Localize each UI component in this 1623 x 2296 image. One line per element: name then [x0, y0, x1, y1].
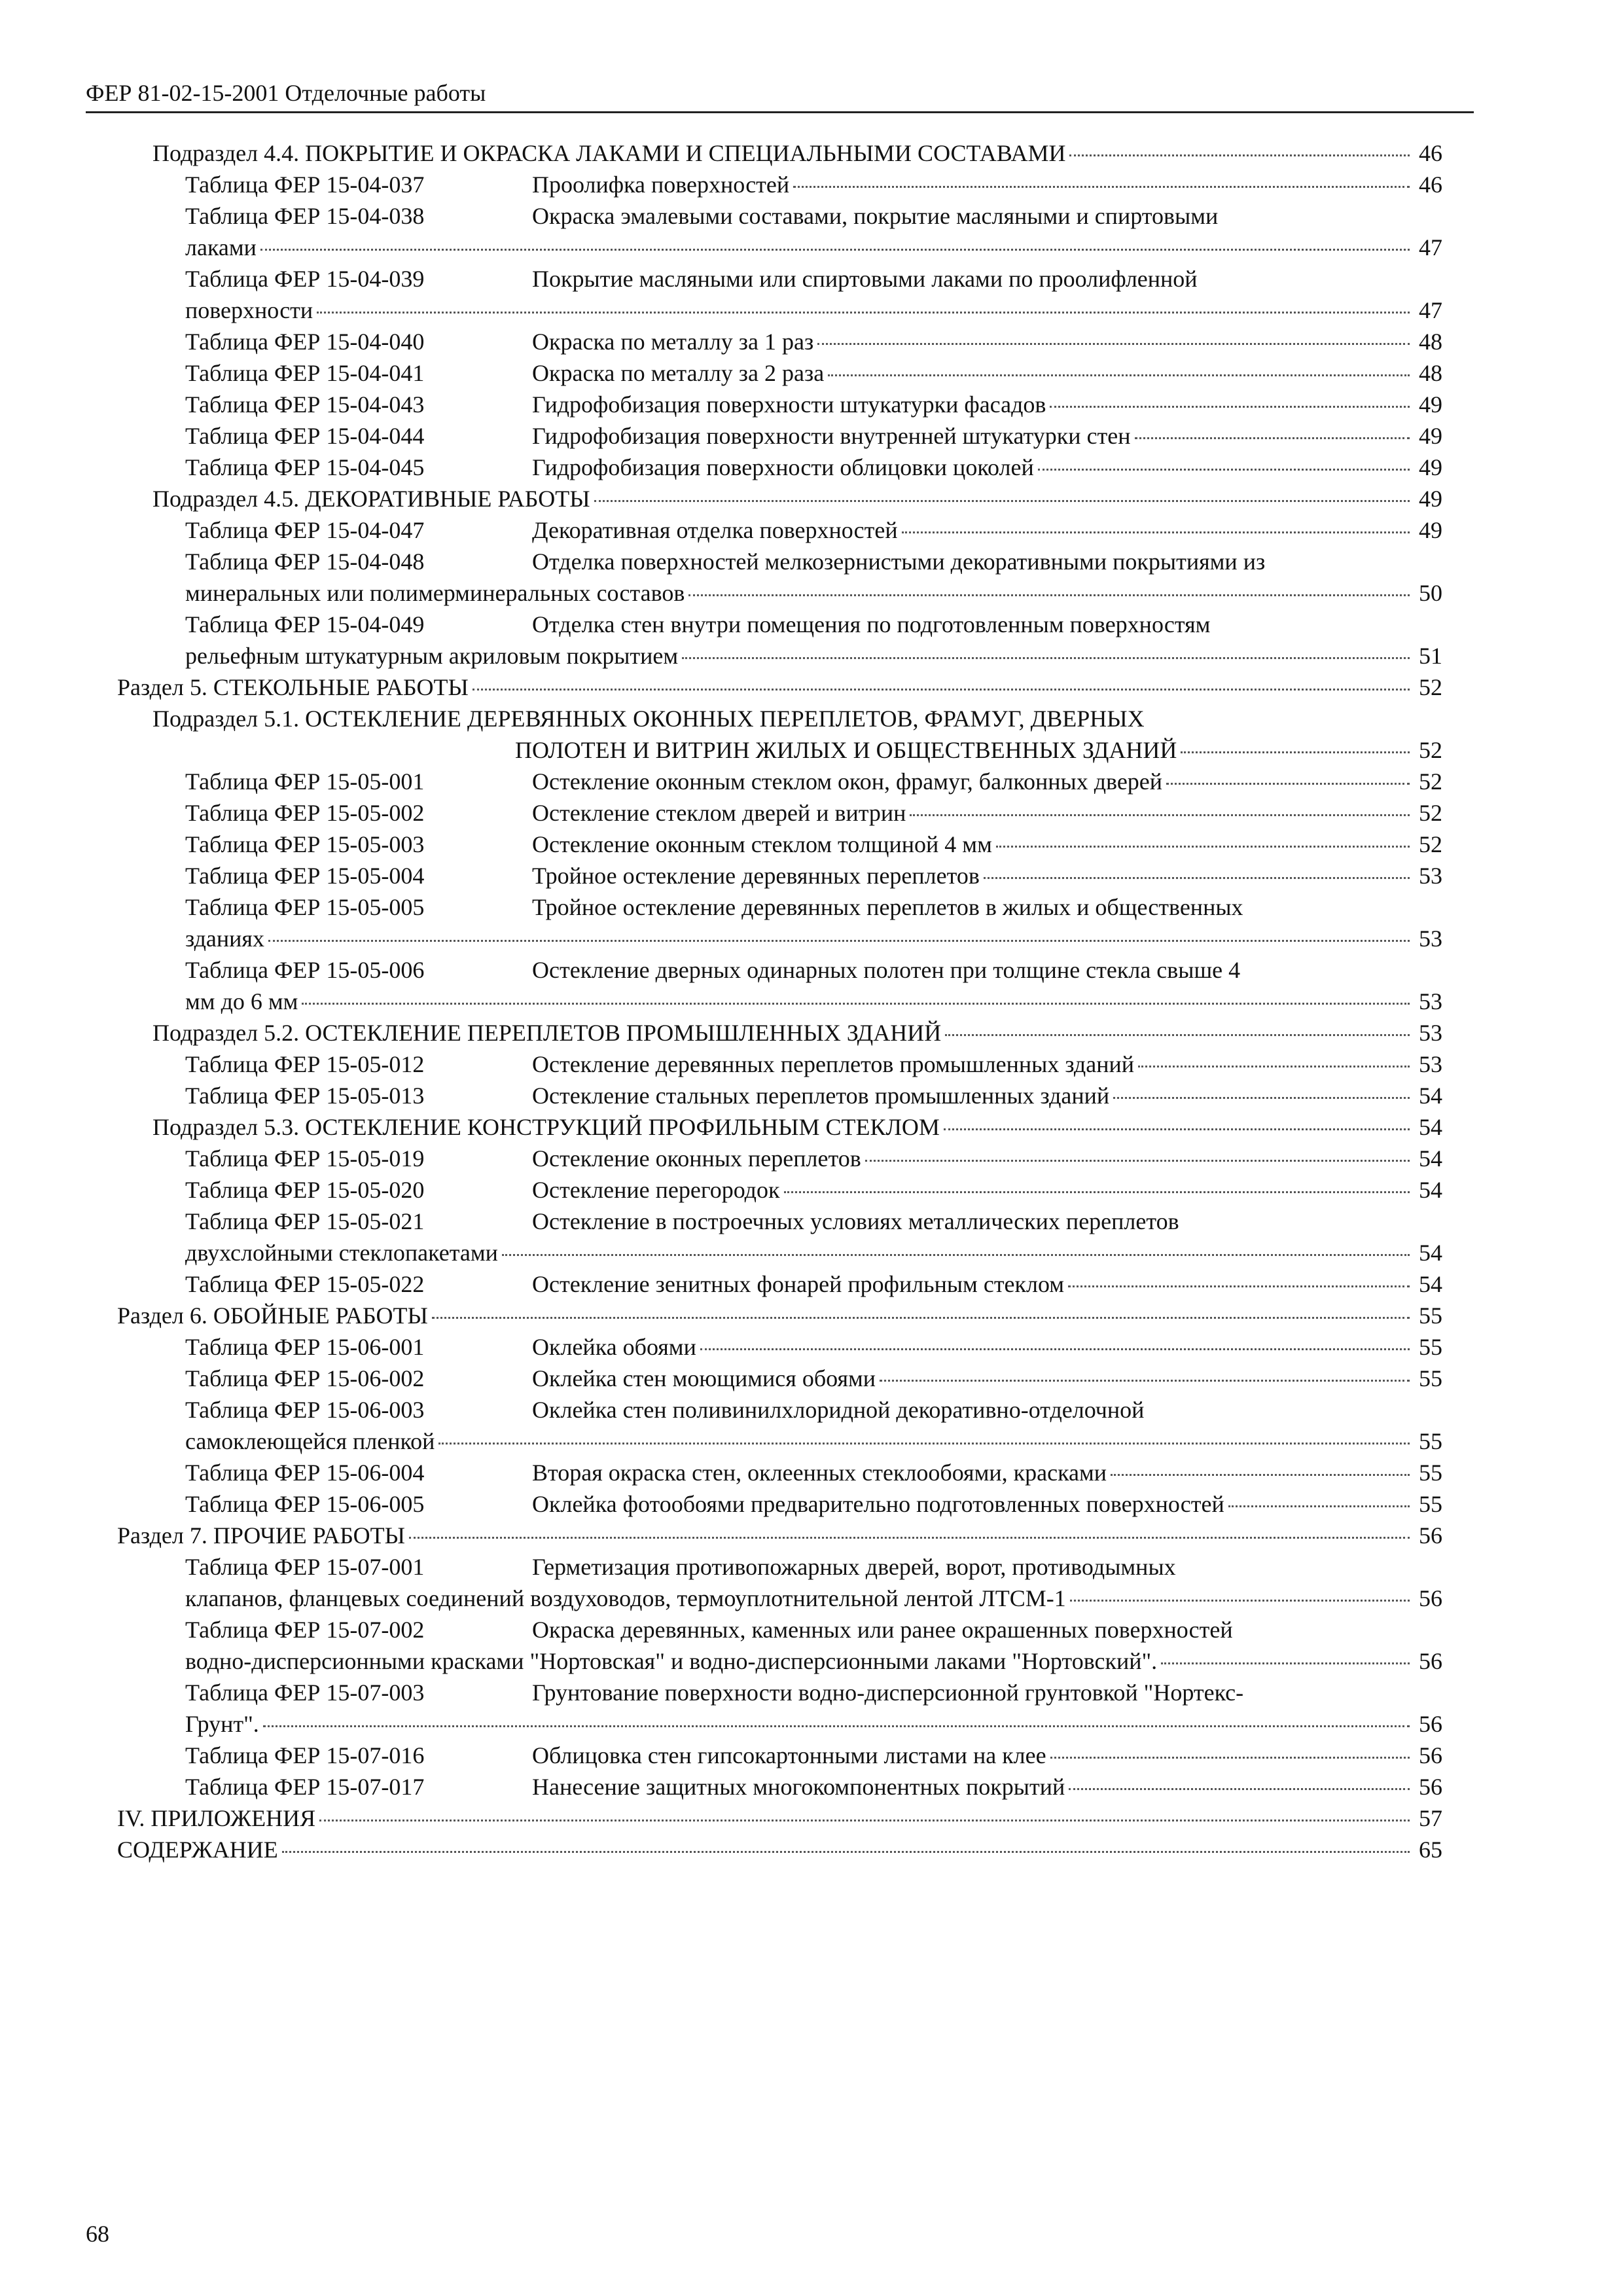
toc-entry[interactable] [117, 1174, 1442, 1206]
dot-leader [502, 1254, 1410, 1256]
page-ref: 53 [1419, 925, 1442, 952]
page-ref: 51 [1419, 643, 1442, 669]
toc-entry[interactable] [117, 326, 1442, 357]
page-ref: 49 [1419, 454, 1442, 480]
page-ref: 54 [1419, 1271, 1442, 1297]
dot-leader [1228, 1505, 1410, 1507]
table-code: Таблица ФЕР 15-07-017 [185, 1774, 425, 1800]
dot-leader [438, 1443, 1410, 1444]
toc-entry[interactable] [117, 1457, 1442, 1488]
table-code: Таблица ФЕР 15-06-003 [185, 1397, 425, 1423]
page-ref: 50 [1419, 580, 1442, 606]
page-ref: 52 [1419, 800, 1442, 826]
toc-entry[interactable] [117, 1803, 1442, 1834]
page-ref: 47 [1419, 234, 1442, 260]
entry-title: Остекление оконным стеклом окон, фрамуг, балконных дверей [532, 768, 1163, 795]
entry-title-continued: рельефным штукатурным акриловым покрытием [185, 643, 679, 669]
toc-entry[interactable] [117, 452, 1442, 483]
table-code: Таблица ФЕР 15-07-002 [185, 1617, 425, 1643]
table-code: Таблица ФЕР 15-04-041 [185, 360, 425, 386]
toc-entry[interactable] [117, 1143, 1442, 1174]
toc-entry[interactable] [117, 200, 1442, 263]
dot-leader [319, 1820, 1410, 1821]
toc-entry[interactable] [117, 1049, 1442, 1080]
page-number: 68 [86, 2221, 109, 2247]
entry-title: Гидрофобизация поверхности внутренней штукатурки стен [532, 423, 1131, 449]
toc-entry[interactable] [117, 766, 1442, 797]
page-ref: 55 [1419, 1302, 1442, 1329]
table-code: Таблица ФЕР 15-06-005 [185, 1491, 425, 1517]
table-code: Таблица ФЕР 15-04-037 [185, 171, 425, 198]
page-ref: 49 [1419, 391, 1442, 418]
dot-leader [828, 374, 1410, 376]
table-code: Таблица ФЕР 15-05-004 [185, 863, 425, 889]
page-ref: 56 [1419, 1711, 1442, 1737]
entry-title: Остекление оконных переплетов [532, 1145, 861, 1172]
page-ref: 56 [1419, 1585, 1442, 1611]
dot-leader [260, 249, 1410, 251]
entry-title-continued: самоклеющейся пленкой [185, 1428, 435, 1454]
dot-leader [1050, 406, 1410, 408]
entry-title: Окраска деревянных, каменных или ранее окрашенных поверхностей [532, 1617, 1233, 1643]
dot-leader [1166, 783, 1410, 785]
toc-entry[interactable] [117, 860, 1442, 891]
page-ref: 55 [1419, 1365, 1442, 1391]
page-ref: 54 [1419, 1240, 1442, 1266]
toc-entry[interactable] [117, 1771, 1442, 1803]
entry-title-continued: зданиях [185, 925, 264, 952]
page-ref: 54 [1419, 1145, 1442, 1172]
dot-leader [865, 1160, 1410, 1162]
entry-title: Тройное остекление деревянных переплетов [532, 863, 980, 889]
toc-entry[interactable] [117, 1551, 1442, 1614]
page-ref: 52 [1419, 831, 1442, 857]
toc-entry[interactable] [117, 1111, 1442, 1143]
toc-entry[interactable] [117, 829, 1442, 860]
table-code: Таблица ФЕР 15-04-043 [185, 391, 425, 418]
page-ref: 53 [1419, 1020, 1442, 1046]
toc-entry[interactable] [117, 609, 1442, 672]
entry-title: Вторая окраска стен, оклеенных стеклообоями, красками [532, 1460, 1107, 1486]
table-code: Таблица ФЕР 15-05-013 [185, 1083, 425, 1109]
table-code: Таблица ФЕР 15-05-019 [185, 1145, 425, 1172]
section-title: Раздел 7. ПРОЧИЕ РАБОТЫ [117, 1522, 405, 1549]
page-ref: 56 [1419, 1648, 1442, 1674]
dot-leader [880, 1380, 1410, 1382]
dot-leader [910, 814, 1410, 816]
entry-title-continued: лаками [185, 234, 257, 260]
page-ref: 52 [1419, 674, 1442, 700]
entry-title: Остекление дверных одинарных полотен при толщине стекла свыше 4 [532, 957, 1241, 983]
entry-title: Проолифка поверхностей [532, 171, 790, 198]
toc-entry[interactable] [117, 891, 1442, 954]
entry-title: Нанесение защитных многокомпонентных покрытий [532, 1774, 1065, 1800]
dot-leader [793, 186, 1410, 188]
toc-entry[interactable] [117, 389, 1442, 420]
dot-leader [302, 1003, 1410, 1005]
entry-title-continued: мм до 6 мм [185, 988, 298, 1014]
subsection-title: Подраздел 4.5. ДЕКОРАТИВНЫЕ РАБОТЫ [152, 486, 590, 512]
entry-title: Герметизация противопожарных дверей, ворот, противодымных [532, 1554, 1176, 1580]
dot-leader [817, 343, 1410, 345]
dot-leader [1069, 154, 1410, 156]
toc-entry[interactable] [117, 357, 1442, 389]
entry-title: Остекление деревянных переплетов промышленных зданий [532, 1051, 1134, 1077]
entry-title: Окраска по металлу за 1 раз [532, 329, 814, 355]
page-ref: 57 [1419, 1805, 1442, 1831]
page-ref: 48 [1419, 360, 1442, 386]
page-ref: 49 [1419, 423, 1442, 449]
dot-leader [984, 877, 1410, 879]
table-code: Таблица ФЕР 15-05-005 [185, 894, 425, 920]
page-ref: 53 [1419, 1051, 1442, 1077]
dot-leader [409, 1537, 1410, 1539]
dot-leader [996, 846, 1410, 848]
toc-entry[interactable] [117, 954, 1442, 1017]
entry-title: Окраска эмалевыми составами, покрытие масляными и спиртовыми [532, 203, 1219, 229]
entry-title-continued: двухслойными стеклопакетами [185, 1240, 498, 1266]
toc-entry[interactable] [117, 1080, 1442, 1111]
dot-leader [1138, 1066, 1410, 1067]
entry-title: Остекление стеклом дверей и витрин [532, 800, 906, 826]
section-title: IV. ПРИЛОЖЕНИЯ [117, 1805, 316, 1831]
toc-entry[interactable] [117, 703, 1442, 766]
dot-leader [1111, 1474, 1410, 1476]
entry-title: Покрытие масляными или спиртовыми лаками по проолифленной [532, 266, 1198, 292]
table-code: Таблица ФЕР 15-04-045 [185, 454, 425, 480]
document-title: ФЕР 81-02-15-2001 Отделочные работы [86, 80, 486, 106]
dot-leader [432, 1317, 1410, 1319]
entry-title: Гидрофобизация поверхности облицовки цоколей [532, 454, 1034, 480]
page-header [86, 77, 1474, 113]
table-code: Таблица ФЕР 15-05-022 [185, 1271, 425, 1297]
dot-leader [1038, 469, 1410, 471]
page-ref: 46 [1419, 171, 1442, 198]
toc-entry[interactable] [117, 1614, 1442, 1677]
toc-entry[interactable] [117, 137, 1442, 169]
page-ref: 54 [1419, 1083, 1442, 1109]
page-ref: 55 [1419, 1491, 1442, 1517]
dot-leader [282, 1851, 1410, 1853]
toc-entry[interactable] [117, 546, 1442, 609]
table-code: Таблица ФЕР 15-07-003 [185, 1679, 425, 1706]
page-ref: 53 [1419, 863, 1442, 889]
dot-leader [1161, 1662, 1410, 1664]
toc-entry[interactable] [117, 1331, 1442, 1363]
entry-title: Окраска по металлу за 2 раза [532, 360, 825, 386]
entry-title: Облицовка стен гипсокартонными листами на клее [532, 1742, 1046, 1768]
dot-leader [1135, 437, 1410, 439]
toc-entry[interactable] [117, 672, 1442, 703]
toc-entry[interactable] [117, 1520, 1442, 1551]
page-ref: 55 [1419, 1334, 1442, 1360]
subsection-title-continued: ПОЛОТЕН И ВИТРИН ЖИЛЫХ И ОБЩЕСТВЕННЫХ ЗДАНИЙ [515, 737, 1177, 763]
table-code: Таблица ФЕР 15-05-001 [185, 768, 425, 795]
dot-leader [1070, 1600, 1410, 1602]
page-ref: 65 [1419, 1837, 1442, 1863]
entry-title: Оклейка стен моющимися обоями [532, 1365, 876, 1391]
page-ref: 49 [1419, 517, 1442, 543]
page-ref: 56 [1419, 1522, 1442, 1549]
dot-leader [682, 657, 1410, 659]
entry-title: Оклейка обоями [532, 1334, 696, 1360]
table-code: Таблица ФЕР 15-05-003 [185, 831, 425, 857]
page-ref: 56 [1419, 1774, 1442, 1800]
toc-entry[interactable] [117, 1017, 1442, 1049]
toc-entry[interactable] [117, 1206, 1442, 1268]
dot-leader [700, 1348, 1410, 1350]
entry-title: Остекление в построечных условиях металлических переплетов [532, 1208, 1179, 1234]
entry-title: Оклейка фотообоями предварительно подготовленных поверхностей [532, 1491, 1224, 1517]
toc-entry[interactable] [117, 1300, 1442, 1331]
table-code: Таблица ФЕР 15-04-049 [185, 611, 425, 637]
toc-entry[interactable] [117, 1677, 1442, 1740]
entry-title: Тройное остекление деревянных переплетов в жилых и общественных [532, 894, 1243, 920]
entry-title-continued: клапанов, фланцевых соединений воздуховодов, термоуплотнительной лентой ЛТСМ-1 [185, 1585, 1066, 1611]
entry-title: Оклейка стен поливинилхлоридной декоративно-отделочной [532, 1397, 1145, 1423]
dot-leader [784, 1191, 1410, 1193]
section-title: Раздел 5. СТЕКОЛЬНЫЕ РАБОТЫ [117, 674, 469, 700]
dot-leader [688, 594, 1410, 596]
dot-leader [473, 689, 1410, 691]
table-code: Таблица ФЕР 15-04-047 [185, 517, 425, 543]
table-code: Таблица ФЕР 15-05-002 [185, 800, 425, 826]
table-code: Таблица ФЕР 15-07-016 [185, 1742, 425, 1768]
subsection-title: Подраздел 5.1. ОСТЕКЛЕНИЕ ДЕРЕВЯННЫХ ОКОННЫХ ПЕРЕПЛЕТОВ, ФРАМУГ, ДВЕРНЫХ [152, 706, 1145, 732]
entry-title: Отделка поверхностей мелкозернистыми декоративными покрытиями из [532, 548, 1266, 575]
section-title: СОДЕРЖАНИЕ [117, 1837, 278, 1863]
toc-entry[interactable] [117, 1488, 1442, 1520]
dot-leader [1069, 1788, 1410, 1790]
table-code: Таблица ФЕР 15-04-044 [185, 423, 425, 449]
table-code: Таблица ФЕР 15-05-021 [185, 1208, 425, 1234]
toc-entry[interactable] [117, 483, 1442, 514]
table-code: Таблица ФЕР 15-06-001 [185, 1334, 425, 1360]
toc-entry[interactable] [117, 420, 1442, 452]
dot-leader [594, 500, 1410, 502]
table-code: Таблица ФЕР 15-04-038 [185, 203, 425, 229]
dot-leader [263, 1725, 1410, 1727]
dot-leader [1050, 1757, 1410, 1759]
entry-title-continued: Грунт". [185, 1711, 259, 1737]
page-ref: 54 [1419, 1114, 1442, 1140]
entry-title: Остекление оконным стеклом толщиной 4 мм [532, 831, 992, 857]
table-code: Таблица ФЕР 15-04-048 [185, 548, 425, 575]
toc-entry[interactable] [117, 1834, 1442, 1865]
toc-entry[interactable] [117, 797, 1442, 829]
toc-entry[interactable] [117, 1268, 1442, 1300]
page-ref: 56 [1419, 1742, 1442, 1768]
page-ref: 53 [1419, 988, 1442, 1014]
table-code: Таблица ФЕР 15-05-020 [185, 1177, 425, 1203]
table-code: Таблица ФЕР 15-05-012 [185, 1051, 425, 1077]
dot-leader [1181, 751, 1410, 753]
entry-title: Отделка стен внутри помещения по подготовленным поверхностям [532, 611, 1211, 637]
page-ref: 48 [1419, 329, 1442, 355]
dot-leader [1113, 1097, 1410, 1099]
entry-title: Остекление зенитных фонарей профильным стеклом [532, 1271, 1065, 1297]
page-ref: 47 [1419, 297, 1442, 323]
table-code: Таблица ФЕР 15-07-001 [185, 1554, 425, 1580]
toc-entry[interactable] [117, 1363, 1442, 1394]
table-of-contents [117, 137, 1442, 1865]
toc-entry[interactable] [117, 514, 1442, 546]
dot-leader [902, 531, 1410, 533]
entry-title: Гидрофобизация поверхности штукатурки фасадов [532, 391, 1046, 418]
page-ref: 52 [1419, 768, 1442, 795]
page-ref: 46 [1419, 140, 1442, 166]
table-code: Таблица ФЕР 15-06-004 [185, 1460, 425, 1486]
page-ref: 55 [1419, 1460, 1442, 1486]
page-ref: 49 [1419, 486, 1442, 512]
table-code: Таблица ФЕР 15-05-006 [185, 957, 425, 983]
page-ref: 55 [1419, 1428, 1442, 1454]
table-code: Таблица ФЕР 15-06-002 [185, 1365, 425, 1391]
table-code: Таблица ФЕР 15-04-040 [185, 329, 425, 355]
dot-leader [317, 312, 1410, 314]
section-title: Раздел 6. ОБОЙНЫЕ РАБОТЫ [117, 1302, 428, 1329]
entry-title-continued: водно-дисперсионными красками "Нортовская" и водно-дисперсионными лаками "Нортовский". [185, 1648, 1158, 1674]
toc-entry[interactable] [117, 1394, 1442, 1457]
subsection-title: Подраздел 4.4. ПОКРЫТИЕ И ОКРАСКА ЛАКАМИ И СПЕЦИАЛЬНЫМИ СОСТАВАМИ [152, 140, 1066, 166]
entry-title: Остекление перегородок [532, 1177, 780, 1203]
entry-title: Грунтование поверхности водно-дисперсионной грунтовкой "Нортекс- [532, 1679, 1244, 1706]
entry-title: Остекление стальных переплетов промышленных зданий [532, 1083, 1110, 1109]
page-ref: 54 [1419, 1177, 1442, 1203]
page-ref: 52 [1419, 737, 1442, 763]
dot-leader [944, 1128, 1410, 1130]
dot-leader [268, 940, 1410, 942]
toc-entry[interactable] [117, 263, 1442, 326]
entry-title-continued: минеральных или полимерминеральных составов [185, 580, 685, 606]
subsection-title: Подраздел 5.3. ОСТЕКЛЕНИЕ КОНСТРУКЦИЙ ПРОФИЛЬНЫМ СТЕКЛОМ [152, 1114, 940, 1140]
toc-entry[interactable] [117, 1740, 1442, 1771]
subsection-title: Подраздел 5.2. ОСТЕКЛЕНИЕ ПЕРЕПЛЕТОВ ПРОМЫШЛЕННЫХ ЗДАНИЙ [152, 1020, 942, 1046]
entry-title: Декоративная отделка поверхностей [532, 517, 898, 543]
toc-entry[interactable] [117, 169, 1442, 200]
dot-leader [945, 1034, 1410, 1036]
entry-title-continued: поверхности [185, 297, 313, 323]
table-code: Таблица ФЕР 15-04-039 [185, 266, 425, 292]
dot-leader [1068, 1285, 1410, 1287]
